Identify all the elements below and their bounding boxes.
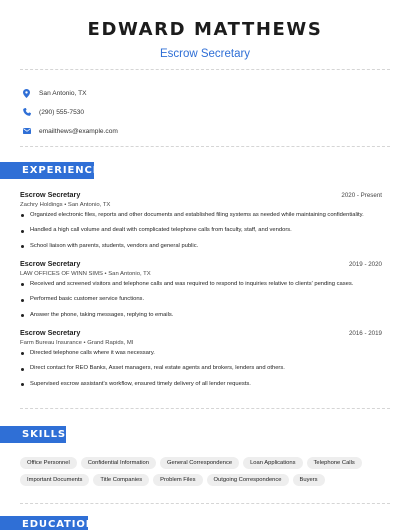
skill-chip: Important Documents bbox=[20, 474, 89, 486]
skill-chip: Loan Applications bbox=[243, 457, 302, 469]
skills-list bbox=[20, 457, 390, 486]
experience-company: Zachry Holdings • San Antonio, TX bbox=[20, 202, 111, 208]
experience-bullet: Received and screened visitors and telephone calls and was required to respond to inquiries relative to clients' pending cases. bbox=[20, 282, 382, 288]
experience-bullet: Answer the phone, taking messages, replying to emails. bbox=[20, 313, 382, 319]
experience-bullet: Directed telephone calls where it was necessary. bbox=[20, 351, 382, 357]
contact-phone bbox=[22, 103, 118, 121]
experience-bullet: Performed basic customer service functions. bbox=[20, 297, 382, 303]
contact-location bbox=[22, 84, 118, 102]
skill-chip: Title Companies bbox=[93, 474, 149, 486]
experience-title: Escrow Secretary bbox=[20, 190, 81, 199]
experience-bullet: Direct contact for REO Banks, Asset managers, real estate agents and brokers, lenders and others. bbox=[20, 366, 382, 372]
experience-dates: 2020 - Present bbox=[341, 192, 382, 199]
skill-chip: Problem Files bbox=[153, 474, 202, 486]
skill-chip: Telephone Calls bbox=[307, 457, 362, 469]
experience-bullet: Organized electronic files, reports and other documents and established filing systems as needed while maintaining confidentiality. bbox=[20, 213, 382, 219]
skills-heading: SKILLS bbox=[0, 426, 66, 443]
experience-bullet: School liaison with parents, students, vendors and general public. bbox=[20, 244, 382, 250]
resume-header bbox=[0, 0, 410, 60]
phone-icon bbox=[22, 107, 31, 117]
experience-dates: 2019 - 2020 bbox=[348, 261, 382, 268]
job-title: Escrow Secretary bbox=[159, 48, 251, 60]
skill-chip: General Correspondence bbox=[160, 457, 239, 469]
contact-phone-text: (290) 555-7530 bbox=[39, 108, 85, 116]
contact-list bbox=[22, 84, 118, 141]
experience-title: Escrow Secretary bbox=[20, 259, 81, 268]
contact-divider bbox=[20, 146, 390, 147]
experience-item bbox=[20, 259, 382, 328]
skill-chip: Buyers bbox=[293, 474, 325, 486]
experience-company: LAW OFFICES OF WINN SIMS • San Antonio, TX bbox=[20, 271, 151, 277]
skills-divider bbox=[20, 503, 390, 504]
experience-company: Farm Bureau Insurance • Grand Rapids, MI bbox=[20, 340, 134, 346]
experience-bullet: Handled a high call volume and dealt with complicated telephone calls from faculty, staff, and vendors. bbox=[20, 228, 382, 234]
skill-chip: Office Personnel bbox=[20, 457, 77, 469]
email-icon bbox=[22, 126, 31, 136]
experience-dates: 2016 - 2019 bbox=[348, 330, 382, 337]
education-heading: EDUCATION bbox=[0, 516, 88, 530]
experience-item bbox=[20, 190, 382, 259]
contact-email bbox=[22, 122, 118, 140]
contact-email-text: emailthews@example.com bbox=[39, 127, 118, 135]
contact-location-text: San Antonio, TX bbox=[39, 89, 87, 97]
experience-bullet: Supervised escrow assistant's workflow, ensured timely delivery of all lender requests. bbox=[20, 382, 382, 388]
header-divider bbox=[20, 69, 390, 70]
experience-title: Escrow Secretary bbox=[20, 328, 81, 337]
location-pin-icon bbox=[22, 88, 31, 98]
skill-chip: Confidential Information bbox=[81, 457, 156, 469]
candidate-name: EDWARD MATTHEWS bbox=[87, 19, 323, 40]
skill-chip: Outgoing Correspondence bbox=[207, 474, 289, 486]
experience-divider bbox=[20, 408, 390, 409]
experience-item bbox=[20, 328, 382, 397]
experience-heading: EXPERIENCE bbox=[0, 162, 94, 179]
